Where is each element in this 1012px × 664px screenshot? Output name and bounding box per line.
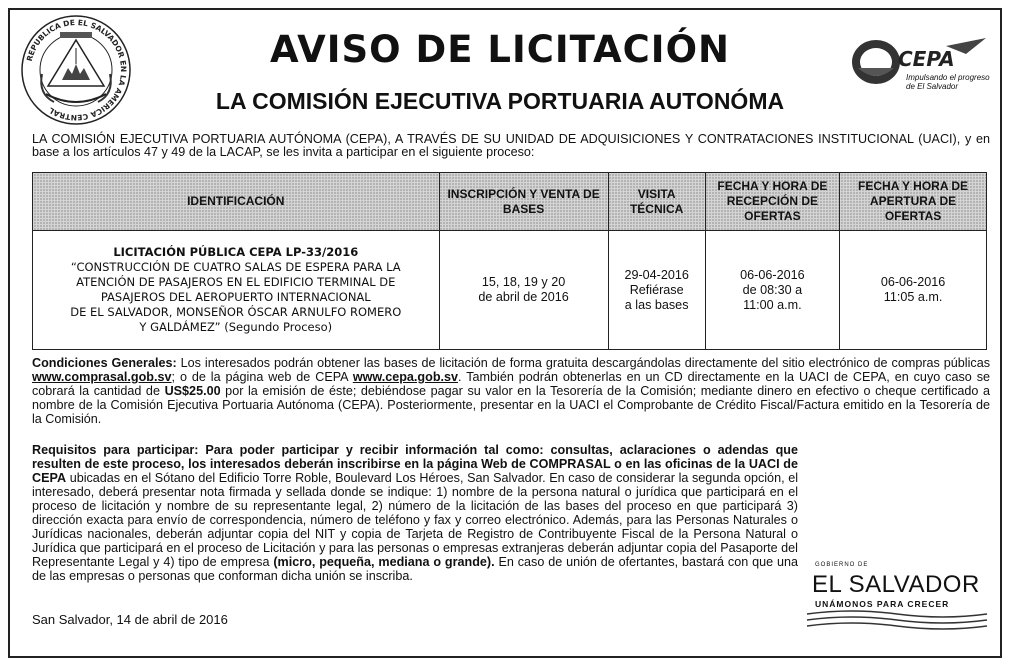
cell-inscripcion	[439, 231, 608, 350]
gov-tagline: UNÁMONOS PARA CRECER	[815, 599, 950, 609]
requisitos-label: Requisitos para participar:	[32, 443, 199, 457]
inscripcion-month: de abril de 2016	[478, 290, 569, 304]
gov-name: EL SALVADOR	[812, 571, 980, 598]
visita-note-2: a las bases	[624, 297, 689, 312]
process-code: LICITACIÓN PÚBLICA CEPA LP-33/2016	[113, 245, 359, 259]
table-row	[33, 231, 987, 350]
requisitos-bold-2: (micro, pequeña, mediana o grande).	[273, 555, 495, 569]
table-header-row	[33, 173, 987, 231]
svg-text:REPUBLICA DE EL SALVADOR EN LA: REPUBLICA DE EL SALVADOR EN LA AMERICA CENTRAL	[24, 17, 129, 123]
visita-date: 29-04-2016	[624, 267, 689, 282]
condiciones-text-4: por la emisión de éste; debiéndose pagar su valor en la Tesorería de la Comisión; mediante dinero en efectivo o cheque certificado a nombre de la Comisión Ejecutiva Portuaria Autónoma (CEPA). Posteriormente, presentar en la UACI el Comprobante de Crédito Fiscal/Factura emitido en la Tesorería de la Comisión.	[32, 384, 991, 426]
cepa-tagline-line2: de El Salvador	[906, 82, 959, 91]
page-title: AVISO DE LICITACIÓN	[270, 28, 730, 71]
apertura-date: 06-06-2016	[880, 275, 946, 289]
recepcion-date: 06-06-2016	[740, 267, 805, 282]
cepa-tagline-line1: Impulsando el progreso	[906, 73, 990, 82]
licitacion-table	[32, 172, 987, 350]
condiciones-text-2: ; o de la página web de CEPA	[171, 370, 353, 384]
intro-paragraph: LA COMISIÓN EJECUTIVA PORTUARIA AUTÓNOMA (CEPA), A TRAVÉS DE SU UNIDAD DE ADQUISICIONES Y CONTRATACIONES INSTITUCIONAL (UACI), y en base a los artículos 47 y 49 de la LACAP, se les invita a participar en el siguiente proceso:	[32, 132, 990, 159]
national-seal-icon	[20, 14, 132, 126]
visita-note-1: Refiérase	[629, 282, 684, 297]
cepa-link[interactable]: www.cepa.gob.sv	[352, 370, 459, 384]
comprasal-link[interactable]: www.comprasal.gob.sv	[32, 370, 172, 384]
gov-waves-icon	[805, 608, 990, 634]
requisitos-text-1: ubicadas en el Sótano del Edificio Torre Roble, Boulevard Los Héroes, San Salvador. En caso de considerar la segunda opción, el interesado, deberá presentar nota firmada y sellada donde se indique: 1) nombre de la persona natural o jurídica que participará en el proceso de licitación y nombre de su representante legal, 2) número de la licitación de las bases del proceso en que participará 3) dirección exacta para envío de correspondencia, número de teléfono y fax y correo electrónico. Además, para las Personas Naturales o Jurídicas nacionales, deberán adjuntar copia del NIT y copia de Tarjeta de Registro de Contribuyente Fiscal de la Persona Natural o Jurídica que participará en el proceso de Licitación y para las personas o empresas extranjeras deberán adjuntar copia del Pasaporte del Representante Legal y 4) tipo de empresa	[32, 471, 798, 569]
inscripcion-days: 15, 18, 19 y 20	[481, 275, 566, 289]
header-apertura: FECHA Y HORA DE APERTURA DE OFERTAS	[840, 173, 987, 231]
apertura-time: 11:05 a.m.	[883, 290, 943, 304]
page-subtitle: LA COMISIÓN EJECUTIVA PORTUARIA AUTONÓMA	[215, 88, 785, 114]
condiciones-paragraph	[32, 356, 990, 426]
requisitos-bold-1: Para poder participar y recibir información tal como: consultas, aclaraciones o adendas que resulten de este proceso, los interesados deberán inscribirse en la página Web de COMPRASAL o en las oficinas de la UACI de CEPA	[32, 443, 798, 485]
requisitos-text-2: En caso de unión de ofertantes, bastará con que una de las empresas o personas que conforman dicha unión se inscriba.	[32, 555, 799, 583]
cepa-tagline	[906, 73, 990, 91]
svg-text:CEPA: CEPA	[898, 47, 955, 71]
header-recepcion: FECHA Y HORA DE RECEPCIÓN DE OFERTAS	[705, 173, 839, 231]
document-date: San Salvador, 14 de abril de 2016	[32, 612, 228, 627]
recepcion-from: de 08:30 a	[742, 282, 803, 297]
condiciones-text-3: . También podrán obtenerlas en un CD directamente en la UACI de CEPA, en cuyo caso se cobrará la cantidad de	[32, 370, 990, 398]
cell-recepcion	[705, 231, 839, 350]
cell-visita	[608, 231, 705, 350]
header-inscripcion: INSCRIPCIÓN Y VENTA DE BASES	[439, 173, 608, 231]
condiciones-label: Condiciones Generales:	[32, 356, 177, 370]
recepcion-to: 11:00 a.m.	[743, 297, 802, 312]
header-identificacion: IDENTIFICACIÓN	[33, 173, 440, 231]
gov-small-label: GOBIERNO DE	[815, 562, 869, 568]
header-visita: VISITA TÉCNICA	[608, 173, 705, 231]
cell-identificacion	[33, 231, 440, 350]
process-name: “CONSTRUCCIÓN DE CUATRO SALAS DE ESPERA PARA LA ATENCIÓN DE PASAJEROS EN EL EDIFICIO TERMINAL DE PASAJEROS DEL AEROPUERTO INTERNACIONAL DE EL SALVADOR, MONSEÑOR ÓSCAR ARNULFO ROMERO Y GALDÁMEZ” (Segundo Proceso)	[70, 260, 402, 334]
cell-apertura	[840, 231, 987, 350]
cd-amount: US$25.00	[164, 384, 221, 398]
condiciones-text-1: Los interesados podrán obtener las bases de licitación de forma gratuita descargándolas directamente del sitio electrónico de compras públicas	[176, 356, 991, 370]
